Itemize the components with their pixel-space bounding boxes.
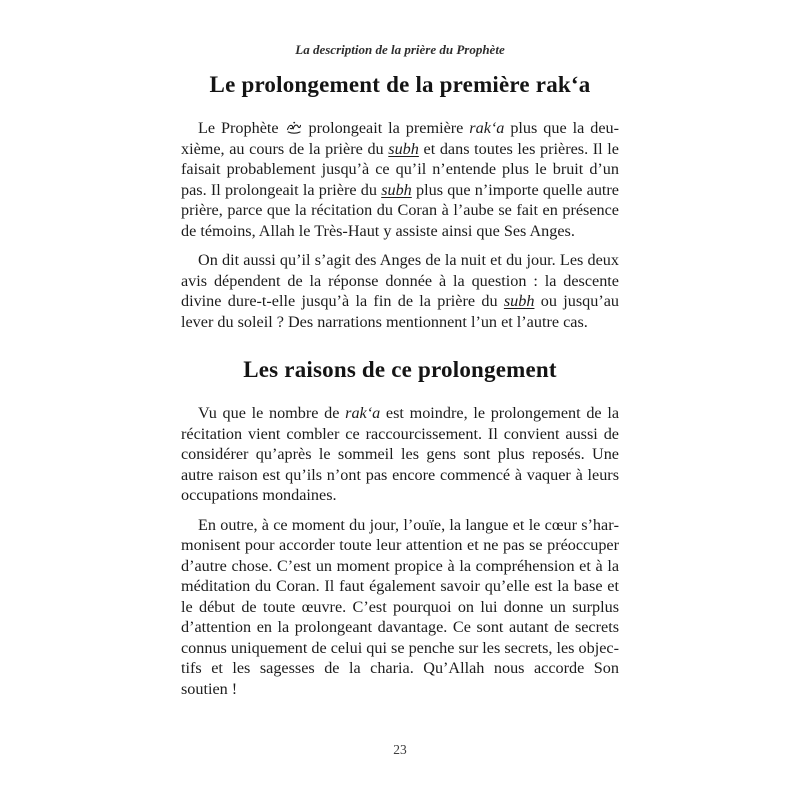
text-segment: rak‘a [469, 119, 505, 137]
text-segment: plus que n’importe quelle autre prière, parce que la récitation du Coran à l’aube se fait en présence de témoins, Allah le Très-Haut y assiste ainsi que Ses Anges. [181, 180, 619, 240]
text-segment: rak‘a [345, 404, 381, 422]
text-segment: subh [503, 292, 535, 310]
text-segment: ou jusqu’au lever du soleil ? Des narrations mentionnent l’un et l’autre cas. [181, 292, 620, 331]
pbuh-calligraphy-icon [286, 121, 302, 134]
page-content [181, 42, 619, 699]
text-segment: Le Prophète [198, 119, 285, 137]
page-number: 23 [393, 742, 407, 757]
paragraph [181, 403, 619, 506]
text-segment: Vu que le nombre de [198, 404, 346, 422]
section-title-reasons: Les raisons de ce prolongement [243, 357, 557, 382]
text-segment: est moindre, le prolongement de la récitation vient combler ce raccourcissement. Il convient aussi de considérer qu’après le sommeil les gens sont plus reposés. Une autre raison est qu’ils n’ont pas encore commencé à vaquer à leurs occupations mondaines. [181, 404, 620, 504]
text-segment: En outre, à ce moment du jour, l’ouïe, la langue et le cœur s’harmonisent pour accorder toute leur attention et ne pas se préoccuper d’autre chose. C’est un moment propice à la compréhension et à la méditation du Coran. Il faut également savoir qu’elle est la base et le début de toute œuvre. C’est pourquoi on lui donne un surplus d’attention en la prolongeant davantage. Ce sont autant de secrets connus uniquement de celui qui se penche sur les secrets, les objectifs et les sagesses de la charia. Qu’Allah nous accorde Son soutien ! [181, 515, 619, 698]
text-segment: et dans toutes les prières. Il le faisait probablement jusqu’à ce qu’il n’entende plus le bruit d’un pas. Il prolongeait la prière du [181, 139, 619, 199]
text-segment: plus que la deuxième, au cours de la prière du [181, 119, 619, 158]
paragraph [181, 250, 619, 332]
running-header: La description de la prière du Prophète [295, 42, 505, 57]
text-segment: prolongeait la première [302, 119, 470, 137]
text-segment: On dit aussi qu’il s’agit des Anges de la nuit et du jour. Les deux avis dépendent de la réponse donnée à la question : la descente divine dure-t-elle jusqu’à la fin de la prière du [181, 251, 619, 310]
paragraph [181, 515, 619, 700]
section-title-first-raka-prolongation: Le prolongement de la première rak‘a [209, 72, 591, 97]
text-segment: subh [388, 139, 419, 158]
text-segment: subh [381, 180, 412, 199]
paragraph [181, 118, 619, 241]
